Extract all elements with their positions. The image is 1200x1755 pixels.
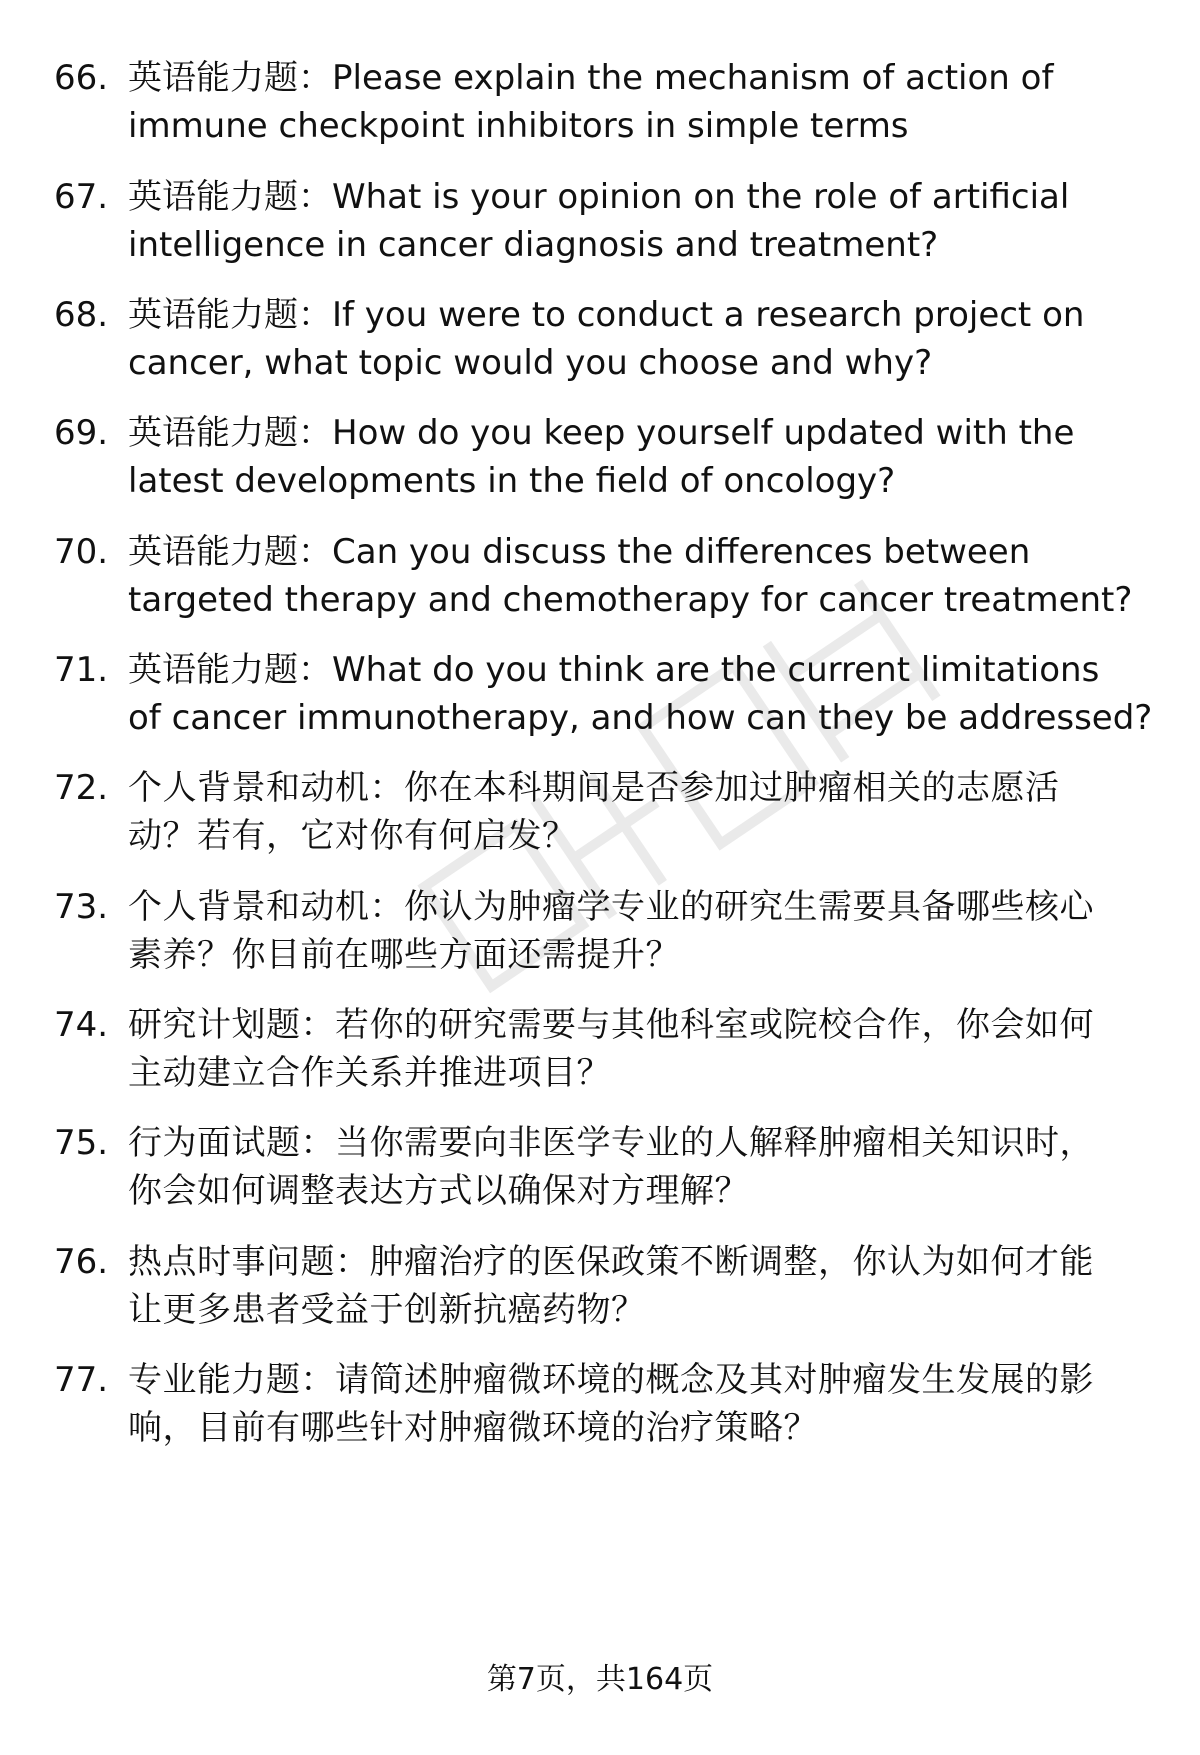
question-line: of cancer immunotherapy, and how can they be addressed? bbox=[128, 698, 1153, 738]
question-line: 英语能力题：Can you discuss the differences between bbox=[128, 532, 1031, 572]
question-line: 响，目前有哪些针对肿瘤微环境的治疗策略？ bbox=[128, 1408, 818, 1448]
question-number: 71. bbox=[54, 650, 109, 690]
question-item bbox=[0, 1356, 1200, 1466]
question-line: 动？若有，它对你有何启发？ bbox=[128, 816, 577, 856]
question-text bbox=[128, 1119, 1176, 1215]
question-text bbox=[128, 291, 1176, 387]
question-number: 72. bbox=[54, 768, 109, 808]
question-number: 69. bbox=[54, 413, 109, 453]
question-line: immune checkpoint inhibitors in simple terms bbox=[128, 106, 909, 146]
question-text bbox=[128, 1001, 1176, 1097]
question-line: 个人背景和动机：你认为肿瘤学专业的研究生需要具备哪些核心 bbox=[128, 887, 1094, 927]
question-number: 77. bbox=[54, 1360, 109, 1400]
question-text bbox=[128, 173, 1176, 269]
question-line: 你会如何调整表达方式以确保对方理解？ bbox=[128, 1171, 749, 1211]
question-line: 素养？你目前在哪些方面还需提升？ bbox=[128, 935, 680, 975]
question-number: 66. bbox=[54, 58, 109, 98]
question-number: 74. bbox=[54, 1005, 109, 1045]
question-item bbox=[0, 409, 1200, 519]
question-text bbox=[128, 528, 1176, 624]
question-item bbox=[0, 764, 1200, 874]
page-footer: 第7页，共164页 bbox=[486, 1662, 714, 1697]
question-number: 75. bbox=[54, 1123, 109, 1163]
question-line: 行为面试题：当你需要向非医学专业的人解释肿瘤相关知识时， bbox=[128, 1123, 1094, 1163]
question-text bbox=[128, 54, 1176, 150]
question-number: 73. bbox=[54, 887, 109, 927]
question-line: targeted therapy and chemotherapy for cancer treatment? bbox=[128, 580, 1133, 620]
question-item bbox=[0, 883, 1200, 993]
question-line: cancer, what topic would you choose and why? bbox=[128, 343, 933, 383]
question-line: latest developments in the field of oncology? bbox=[128, 461, 896, 501]
question-line: 主动建立合作关系并推进项目？ bbox=[128, 1053, 611, 1093]
question-number: 68. bbox=[54, 295, 109, 335]
question-number: 76. bbox=[54, 1242, 109, 1282]
question-item bbox=[0, 1001, 1200, 1111]
question-item bbox=[0, 1119, 1200, 1229]
question-text bbox=[128, 1356, 1176, 1452]
question-line: 热点时事问题：肿瘤治疗的医保政策不断调整，你认为如何才能 bbox=[128, 1242, 1094, 1282]
question-line: 让更多患者受益于创新抗癌药物？ bbox=[128, 1290, 646, 1330]
question-line: intelligence in cancer diagnosis and treatment? bbox=[128, 225, 939, 265]
question-item bbox=[0, 173, 1200, 283]
question-line: 英语能力题：Please explain the mechanism of action of bbox=[128, 58, 1054, 98]
question-number: 70. bbox=[54, 532, 109, 572]
question-line: 英语能力题：What do you think are the current limitations bbox=[128, 650, 1100, 690]
question-line: 个人背景和动机：你在本科期间是否参加过肿瘤相关的志愿活 bbox=[128, 768, 1060, 808]
question-line: 专业能力题：请简述肿瘤微环境的概念及其对肿瘤发生发展的影 bbox=[128, 1360, 1094, 1400]
question-text bbox=[128, 1238, 1176, 1334]
question-item bbox=[0, 646, 1200, 756]
question-text bbox=[128, 883, 1176, 979]
question-line: 英语能力题：What is your opinion on the role of artificial bbox=[128, 177, 1070, 217]
question-line: 英语能力题：If you were to conduct a research project on bbox=[128, 295, 1085, 335]
question-item bbox=[0, 1238, 1200, 1348]
question-item bbox=[0, 54, 1200, 164]
question-item bbox=[0, 528, 1200, 638]
question-number: 67. bbox=[54, 177, 109, 217]
question-text bbox=[128, 409, 1176, 505]
question-item bbox=[0, 291, 1200, 401]
question-line: 英语能力题：How do you keep yourself updated with the bbox=[128, 413, 1075, 453]
question-line: 研究计划题：若你的研究需要与其他科室或院校合作，你会如何 bbox=[128, 1005, 1094, 1045]
question-text bbox=[128, 764, 1176, 860]
question-text bbox=[128, 646, 1176, 742]
